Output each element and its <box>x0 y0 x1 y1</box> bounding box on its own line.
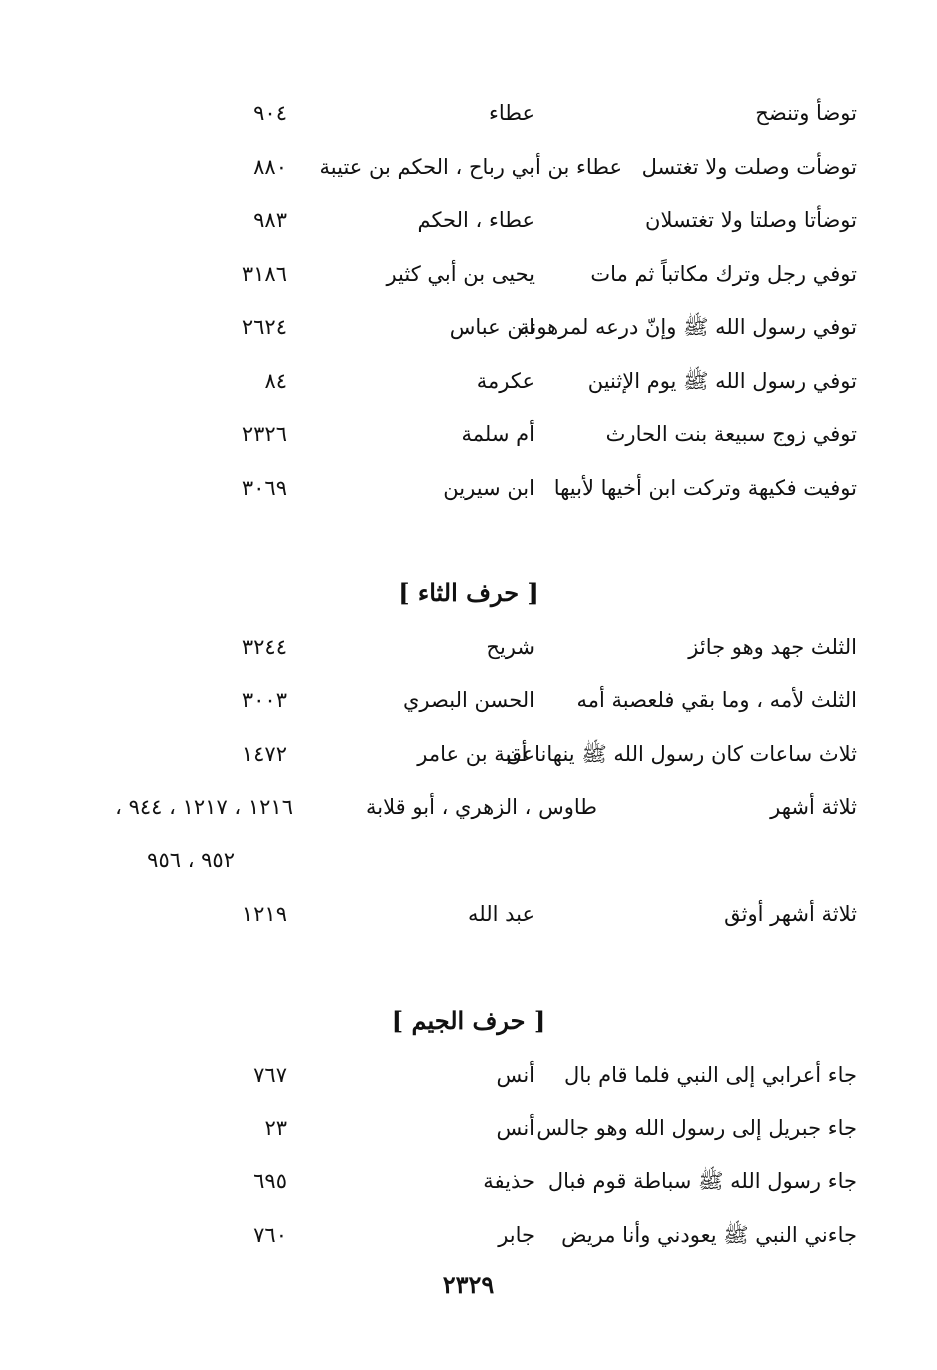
section-heading-jeem: [ حرف الجيم ] <box>391 1006 546 1035</box>
reference-number: ٧٦٠ <box>253 1223 287 1247</box>
index-entry <box>0 680 937 720</box>
index-entry <box>0 1108 937 1148</box>
reference-number: ٧٦٧ <box>253 1063 287 1087</box>
index-entry <box>0 1161 937 1201</box>
hadith-text: جاء أعرابي إلى النبي فلما قام بال <box>563 1063 857 1087</box>
reference-number: ٢٣٢٦ <box>241 422 287 446</box>
hadith-text: توفي رجل وترك مكاتباً ثم مات <box>590 262 857 286</box>
hadith-text: ثلاثة أشهر أوثق <box>724 902 857 926</box>
narrator: طاوس ، الزهري ، أبو قلابة <box>366 795 597 819</box>
index-entry <box>0 200 937 240</box>
hadith-text: توضأتا وصلتا ولا تغتسلان <box>645 208 857 232</box>
reference-number: ٨٤ <box>264 369 287 393</box>
index-entry <box>0 894 937 934</box>
hadith-text: جاء جبريل إلى رسول الله وهو جالس <box>536 1116 857 1140</box>
narrator: أنس <box>496 1116 535 1140</box>
narrator: عقبة بن عامر <box>417 742 535 766</box>
hadith-text: جاء رسول الله ﷺ سباطة قوم فبال <box>547 1169 857 1193</box>
reference-number: ٣١٨٦ <box>241 262 287 286</box>
reference-number: ١٢١٦ ، ١٢١٧ ، ٩٤٤ ، <box>115 795 293 819</box>
narrator: يحيى بن أبي كثير <box>386 262 535 286</box>
hadith-text: ثلاثة أشهر <box>770 795 857 819</box>
hadith-text: ثلاث ساعات كان رسول الله ﷺ ينهانا أن <box>506 742 857 766</box>
reference-number: ٣٠٠٣ <box>241 688 287 712</box>
index-entry <box>0 414 937 454</box>
page-number: ٢٣٢٩ <box>442 1270 495 1299</box>
narrator: عطاء ، الحكم <box>417 208 535 232</box>
index-entry <box>0 254 937 294</box>
hadith-text: الثلث لأمه ، وما بقي فلعصبة أمه <box>576 688 857 712</box>
narrator: عبد الله <box>467 902 535 926</box>
reference-number: ٣٢٤٤ <box>241 635 287 659</box>
narrator: ابن عباس <box>449 315 535 339</box>
hadith-text: توضأت وصلت ولا تغتسل <box>641 155 857 179</box>
index-entry <box>0 1215 937 1255</box>
reference-number: ٢٣ <box>264 1116 287 1140</box>
reference-number: ١٢١٩ <box>241 902 287 926</box>
reference-number: ١٤٧٢ <box>241 742 287 766</box>
hadith-text: الثلث جهد وهو جائز <box>688 635 857 659</box>
hadith-text: توفي رسول الله ﷺ يوم الإثنين <box>587 369 857 393</box>
hadith-text: توفيت فكيهة وتركت ابن أخيها لأبيها <box>553 476 857 500</box>
narrator: عطاء <box>488 101 535 125</box>
reference-number: ٩٠٤ <box>253 101 287 125</box>
hadith-text: جاءني النبي ﷺ يعودني وأنا مريض <box>561 1223 857 1247</box>
index-entry <box>0 734 937 774</box>
index-entry <box>0 361 937 401</box>
narrator: حذيفة <box>483 1169 535 1193</box>
index-entry <box>0 93 937 133</box>
reference-number: ٣٠٦٩ <box>241 476 287 500</box>
narrator: أم سلمة <box>461 422 535 446</box>
index-entry <box>0 147 937 187</box>
reference-number: ٦٩٥ <box>253 1169 287 1193</box>
hadith-text: توضأ وتنضح <box>755 101 857 125</box>
index-entry <box>0 787 937 827</box>
narrator: جابر <box>498 1223 535 1247</box>
reference-number: ٩٨٣ <box>253 208 287 232</box>
narrator: ابن سيرين <box>443 476 535 500</box>
index-entry <box>0 468 937 508</box>
index-entry <box>0 307 937 347</box>
hadith-text: توفي رسول الله ﷺ وإنّ درعه لمرهونة <box>519 315 857 339</box>
index-entry <box>0 1055 937 1095</box>
narrator: عطاء بن أبي رباح ، الحكم بن عتيبة <box>319 155 622 179</box>
index-entry <box>0 627 937 667</box>
reference-number: ٢٦٢٤ <box>241 315 287 339</box>
section-heading-thaa: [ حرف الثاء ] <box>398 578 539 607</box>
hadith-text: توفي زوج سبيعة بنت الحارث <box>605 422 857 446</box>
reference-number: ٨٨٠ <box>253 155 287 179</box>
narrator: الحسن البصري <box>403 688 535 712</box>
narrator: أنس <box>496 1063 535 1087</box>
narrator: شريح <box>486 635 535 659</box>
reference-continuation: ٩٥٢ ، ٩٥٦ <box>147 848 235 872</box>
narrator: عكرمة <box>476 369 535 393</box>
